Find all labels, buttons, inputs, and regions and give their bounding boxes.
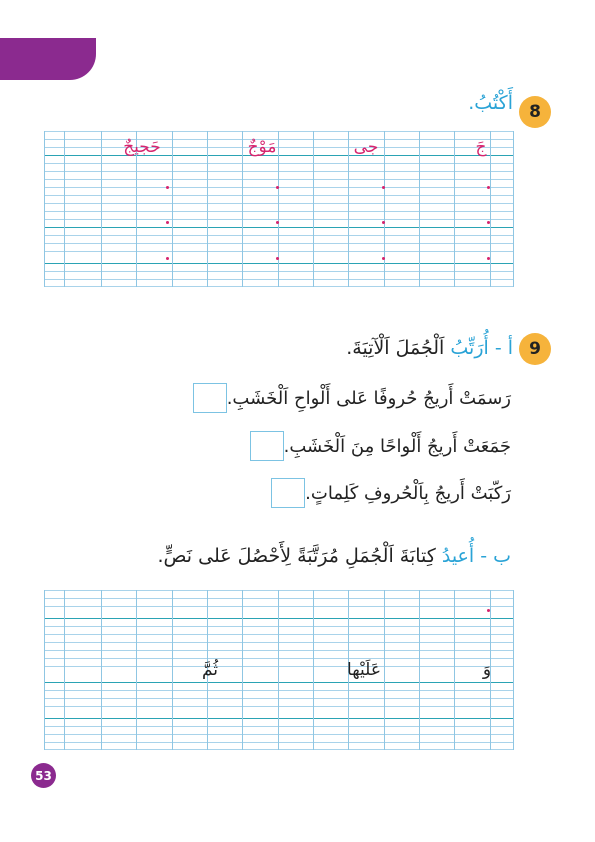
sentence-row-1 [187, 383, 511, 413]
sentence-2: جَمَعَتْ أَريجُ أَلْواحًا مِنَ اَلْخَشَبِ. [283, 435, 511, 457]
exercise-9-badge: 9 [519, 333, 551, 365]
model-word-2: جى [353, 137, 379, 157]
connector-word-1: وَ [482, 660, 492, 680]
model-word-3: مَوْجٌ [247, 137, 277, 157]
exercise-8-badge: 8 [519, 96, 551, 128]
sentence-row-3 [265, 478, 511, 508]
exercise-9b-instruction: ب - أُعيدُ كِتابَةَ اَلْجُمَلِ مُرَتَّبَةً لِأَحْصُلَ عَلى نَصٍّ. [157, 545, 511, 567]
exercise-8-instruction: أَكْتُبُ. [468, 92, 513, 114]
exercise-9b-writing-grid [44, 590, 514, 750]
model-word-1: جَ [475, 137, 487, 157]
sentence-row-2 [244, 431, 511, 461]
model-word-4: حَجيجٌ [123, 137, 161, 157]
page-number: 53 [31, 763, 56, 788]
exercise-8-writing-grid [44, 131, 514, 287]
order-box-3[interactable] [271, 478, 305, 508]
order-box-1[interactable] [193, 383, 227, 413]
exercise-9a-instruction: أ - أُرَتِّبُ اَلْجُمَلَ اَلْآتِيَةَ. [346, 337, 513, 359]
top-banner [0, 38, 96, 80]
order-box-2[interactable] [250, 431, 284, 461]
connector-word-2: عَلَيْها [347, 660, 381, 680]
sentence-3: رَكّبَتْ أَريجُ بِاَلْحُروفِ كَلِماتٍ. [305, 482, 511, 504]
connector-word-3: ثُمَّ [201, 660, 219, 680]
sentence-1: رَسمَتْ أَريجُ حُروفًا عَلى أَلْواحِ اَلْخَشَبِ. [226, 387, 511, 409]
